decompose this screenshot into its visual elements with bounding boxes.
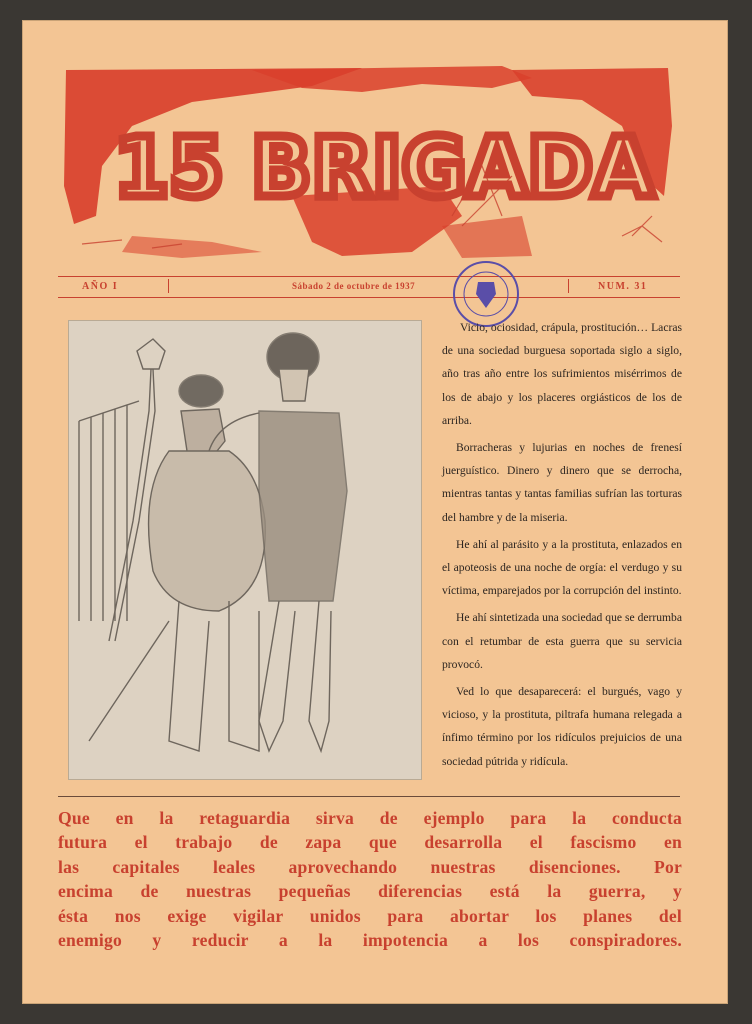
issue-date: Sábado 2 de octubre de 1937 <box>292 281 416 291</box>
newspaper-page <box>22 20 728 1004</box>
divider <box>568 279 569 293</box>
issue-info-bar <box>58 276 680 298</box>
masthead-artwork <box>62 66 674 262</box>
issue-number: NUM. 31 <box>598 281 648 292</box>
illustration <box>68 320 422 780</box>
slogan-line: encima de nuestras pequeñas diferencias está la guerra, y <box>58 881 682 902</box>
issue-year: AÑO I <box>82 281 119 292</box>
slogan-line: futura el trabajo de zapa que desarrolla el fascismo en <box>58 832 682 853</box>
shield-icon <box>476 282 496 308</box>
divider-rule <box>58 796 680 797</box>
article-text <box>442 316 682 777</box>
article-paragraph: Borracheras y lujurias en noches de frenesí juerguístico. Dinero y dinero que se derrocha, mientras tantas y tantas familias sufrían las torturas del hambre y de la miseria. <box>442 441 682 524</box>
article-paragraph: Vicio, ociosidad, crápula, prostitución… Lacras de una sociedad burguesa soportada siglo a siglo, año tras año entre los sufrimientos misérrimos de los de abajo y los placeres orgiásticos de los de arriba. <box>442 321 682 427</box>
slogan-line: ésta nos exige vigilar unidos para abortar los planes del <box>58 905 682 926</box>
bottom-slogan <box>58 806 682 952</box>
masthead <box>62 66 674 262</box>
masthead-title: 15 BRIGADA <box>114 121 655 216</box>
slogan-line: las capitales leales aprovechando nuestras disenciones. Por <box>58 856 682 877</box>
slogan-line: enemigo y reducir a la impotencia a los conspiradores. <box>58 930 682 951</box>
drawing-couple <box>69 321 421 779</box>
divider <box>168 279 169 293</box>
article-paragraph: Ved lo que desaparecerá: el burgués, vago y vicioso, y la prostituta, piltrafa humana relegada a ínfimo término por los ridículos prejuicios de una sociedad pútrida y ridícula. <box>442 685 682 768</box>
article-paragraph: He ahí sintetizada una sociedad que se derrumba con el retumbar de esta guerra que su servicia provocó. <box>442 611 682 671</box>
slogan-line: Que en la retaguardia sirva de ejemplo para la conducta <box>58 808 682 828</box>
article-paragraph: He ahí al parásito y a la prostituta, enlazados en el apoteosis de una noche de orgía: el verdugo y su víctima, emparejados por la corrupción del instinto. <box>442 537 682 598</box>
